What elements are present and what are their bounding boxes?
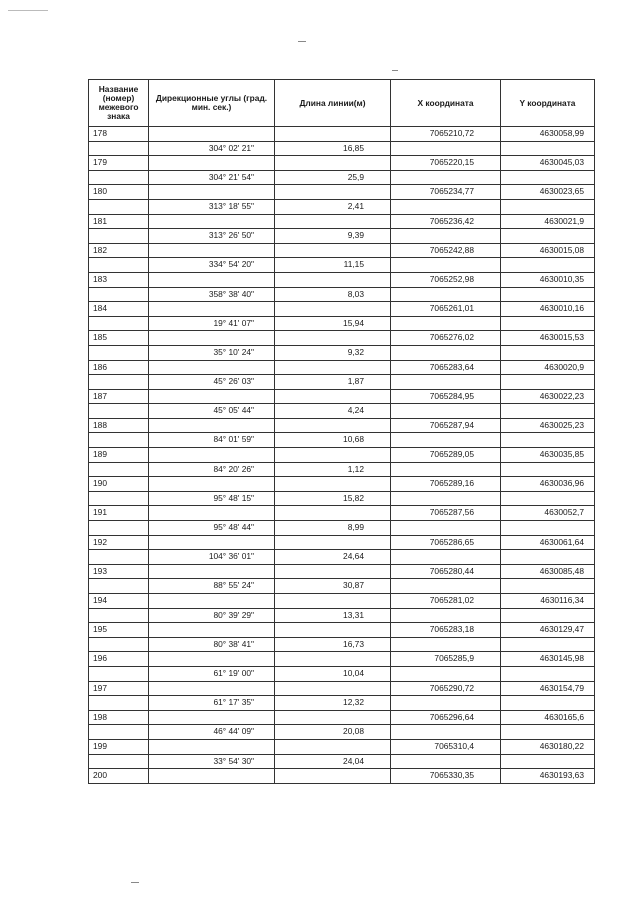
line-length-cell: 8,99 [275, 521, 391, 536]
line-length-cell: 25,9 [275, 170, 391, 185]
empty-cell [275, 769, 391, 784]
empty-cell [275, 185, 391, 200]
empty-cell [275, 535, 391, 550]
direction-angle-cell: 313° 26' 50" [149, 229, 275, 244]
empty-cell [89, 433, 149, 448]
table-row-segment [89, 491, 595, 506]
direction-angle-cell: 80° 38' 41" [149, 637, 275, 652]
direction-angle-cell: 84° 20' 26" [149, 462, 275, 477]
point-name-cell: 196 [89, 652, 149, 667]
y-coordinate-cell: 4630193,63 [501, 769, 595, 784]
point-name-cell: 190 [89, 477, 149, 492]
table-row-segment [89, 345, 595, 360]
x-coordinate-cell: 7065290,72 [391, 681, 501, 696]
empty-cell [275, 302, 391, 317]
y-coordinate-cell: 4630180,22 [501, 739, 595, 754]
x-coordinate-cell: 7065220,15 [391, 156, 501, 171]
table-row-point [89, 243, 595, 258]
empty-cell [391, 433, 501, 448]
point-name-cell: 182 [89, 243, 149, 258]
empty-cell [391, 170, 501, 185]
empty-cell [391, 199, 501, 214]
x-coordinate-cell: 7065280,44 [391, 564, 501, 579]
empty-cell [391, 550, 501, 565]
empty-cell [275, 243, 391, 258]
empty-cell [149, 739, 275, 754]
table-row-point [89, 535, 595, 550]
direction-angle-cell: 84° 01' 59" [149, 433, 275, 448]
y-coordinate-cell: 4630021,9 [501, 214, 595, 229]
scan-speck [392, 70, 398, 71]
x-coordinate-cell: 7065284,95 [391, 389, 501, 404]
direction-angle-cell: 80° 39' 29" [149, 608, 275, 623]
line-length-cell: 20,08 [275, 725, 391, 740]
point-name-cell: 194 [89, 594, 149, 609]
line-length-cell: 1,87 [275, 375, 391, 390]
line-length-cell: 13,31 [275, 608, 391, 623]
y-coordinate-cell: 4630010,16 [501, 302, 595, 317]
y-coordinate-cell: 4630010,35 [501, 272, 595, 287]
empty-cell [391, 287, 501, 302]
x-coordinate-cell: 7065330,35 [391, 769, 501, 784]
line-length-cell: 9,32 [275, 345, 391, 360]
empty-cell [275, 652, 391, 667]
table-header-row [89, 80, 595, 127]
point-name-cell: 181 [89, 214, 149, 229]
x-coordinate-cell: 7065289,05 [391, 448, 501, 463]
scan-speck [131, 882, 139, 883]
line-length-cell: 10,68 [275, 433, 391, 448]
empty-cell [89, 462, 149, 477]
empty-cell [391, 666, 501, 681]
x-coordinate-cell: 7065236,42 [391, 214, 501, 229]
empty-cell [501, 754, 595, 769]
direction-angle-cell: 334° 54' 20" [149, 258, 275, 273]
direction-angle-cell: 95° 48' 44" [149, 521, 275, 536]
point-name-cell: 198 [89, 710, 149, 725]
y-coordinate-cell: 4630129,47 [501, 623, 595, 638]
empty-cell [89, 725, 149, 740]
line-length-cell: 30,87 [275, 579, 391, 594]
table-row-point [89, 564, 595, 579]
y-coordinate-cell: 4630145,98 [501, 652, 595, 667]
direction-angle-cell: 33° 54' 30" [149, 754, 275, 769]
y-coordinate-cell: 4630035,85 [501, 448, 595, 463]
empty-cell [275, 681, 391, 696]
empty-cell [89, 287, 149, 302]
x-coordinate-cell: 7065283,64 [391, 360, 501, 375]
y-coordinate-cell: 4630052,7 [501, 506, 595, 521]
point-name-cell: 179 [89, 156, 149, 171]
x-coordinate-cell: 7065287,56 [391, 506, 501, 521]
direction-angle-cell: 304° 21' 54" [149, 170, 275, 185]
table-row-point [89, 710, 595, 725]
line-length-cell: 2,41 [275, 199, 391, 214]
empty-cell [149, 506, 275, 521]
x-coordinate-cell: 7065283,18 [391, 623, 501, 638]
point-name-cell: 197 [89, 681, 149, 696]
empty-cell [149, 594, 275, 609]
table-body [89, 127, 595, 784]
y-coordinate-cell: 4630154,79 [501, 681, 595, 696]
table-row-point [89, 681, 595, 696]
x-coordinate-cell: 7065296,64 [391, 710, 501, 725]
table-row-segment [89, 170, 595, 185]
point-name-cell: 186 [89, 360, 149, 375]
table-row-point [89, 652, 595, 667]
x-coordinate-cell: 7065310,4 [391, 739, 501, 754]
x-coordinate-cell: 7065210,72 [391, 127, 501, 142]
empty-cell [89, 696, 149, 711]
x-coordinate-cell: 7065261,01 [391, 302, 501, 317]
table-row-point [89, 623, 595, 638]
direction-angle-cell: 61° 17' 35" [149, 696, 275, 711]
empty-cell [275, 448, 391, 463]
empty-cell [275, 156, 391, 171]
x-coordinate-cell: 7065252,98 [391, 272, 501, 287]
header-y-coordinate: Y координата [501, 80, 595, 127]
y-coordinate-cell: 4630058,99 [501, 127, 595, 142]
point-name-cell: 192 [89, 535, 149, 550]
empty-cell [275, 506, 391, 521]
line-length-cell: 9,39 [275, 229, 391, 244]
empty-cell [89, 521, 149, 536]
empty-cell [391, 696, 501, 711]
y-coordinate-cell: 4630015,53 [501, 331, 595, 346]
line-length-cell: 15,82 [275, 491, 391, 506]
empty-cell [275, 594, 391, 609]
table-row-segment [89, 316, 595, 331]
empty-cell [275, 214, 391, 229]
x-coordinate-cell: 7065276,02 [391, 331, 501, 346]
empty-cell [275, 331, 391, 346]
direction-angle-cell: 304° 02' 21" [149, 141, 275, 156]
table-row-point [89, 769, 595, 784]
x-coordinate-cell: 7065287,94 [391, 418, 501, 433]
scan-speck [8, 10, 48, 11]
empty-cell [149, 623, 275, 638]
empty-cell [149, 214, 275, 229]
empty-cell [501, 258, 595, 273]
point-name-cell: 191 [89, 506, 149, 521]
empty-cell [501, 316, 595, 331]
table-row-segment [89, 608, 595, 623]
line-length-cell: 16,73 [275, 637, 391, 652]
empty-cell [501, 550, 595, 565]
empty-cell [501, 433, 595, 448]
table-row-point [89, 214, 595, 229]
empty-cell [89, 404, 149, 419]
empty-cell [275, 623, 391, 638]
y-coordinate-cell: 4630015,08 [501, 243, 595, 258]
table-row-point [89, 448, 595, 463]
empty-cell [89, 637, 149, 652]
table-row-segment [89, 696, 595, 711]
empty-cell [391, 491, 501, 506]
direction-angle-cell: 19° 41' 07" [149, 316, 275, 331]
empty-cell [501, 141, 595, 156]
x-coordinate-cell: 7065234,77 [391, 185, 501, 200]
empty-cell [149, 389, 275, 404]
point-name-cell: 188 [89, 418, 149, 433]
line-length-cell: 24,04 [275, 754, 391, 769]
table-row-point [89, 594, 595, 609]
point-name-cell: 180 [89, 185, 149, 200]
header-direction-angle: Дирекционные углы (град. мин. сек.) [149, 80, 275, 127]
empty-cell [391, 141, 501, 156]
empty-cell [89, 345, 149, 360]
empty-cell [275, 272, 391, 287]
point-name-cell: 200 [89, 769, 149, 784]
empty-cell [89, 608, 149, 623]
point-name-cell: 195 [89, 623, 149, 638]
empty-cell [391, 579, 501, 594]
empty-cell [275, 477, 391, 492]
table-row-segment [89, 229, 595, 244]
table-row-point [89, 302, 595, 317]
line-length-cell: 4,24 [275, 404, 391, 419]
empty-cell [149, 769, 275, 784]
point-name-cell: 199 [89, 739, 149, 754]
empty-cell [501, 170, 595, 185]
empty-cell [89, 375, 149, 390]
empty-cell [149, 652, 275, 667]
x-coordinate-cell: 7065289,16 [391, 477, 501, 492]
table-row-point [89, 477, 595, 492]
empty-cell [501, 491, 595, 506]
empty-cell [89, 579, 149, 594]
empty-cell [89, 550, 149, 565]
header-line-length: Длина линии(м) [275, 80, 391, 127]
direction-angle-cell: 45° 26' 03" [149, 375, 275, 390]
point-name-cell: 193 [89, 564, 149, 579]
empty-cell [275, 360, 391, 375]
empty-cell [391, 462, 501, 477]
empty-cell [89, 491, 149, 506]
empty-cell [391, 375, 501, 390]
empty-cell [149, 302, 275, 317]
empty-cell [391, 725, 501, 740]
direction-angle-cell: 104° 36' 01" [149, 550, 275, 565]
table-row-point [89, 360, 595, 375]
empty-cell [149, 564, 275, 579]
empty-cell [391, 229, 501, 244]
empty-cell [149, 243, 275, 258]
table-row-segment [89, 462, 595, 477]
table-row-segment [89, 550, 595, 565]
x-coordinate-cell: 7065242,88 [391, 243, 501, 258]
empty-cell [501, 608, 595, 623]
empty-cell [275, 710, 391, 725]
empty-cell [501, 521, 595, 536]
table-row-segment [89, 287, 595, 302]
empty-cell [501, 404, 595, 419]
line-length-cell: 10,04 [275, 666, 391, 681]
header-x-coordinate: X координата [391, 80, 501, 127]
point-name-cell: 185 [89, 331, 149, 346]
table-row-point [89, 185, 595, 200]
empty-cell [391, 258, 501, 273]
empty-cell [149, 710, 275, 725]
y-coordinate-cell: 4630116,34 [501, 594, 595, 609]
point-name-cell: 189 [89, 448, 149, 463]
empty-cell [89, 666, 149, 681]
direction-angle-cell: 95° 48' 15" [149, 491, 275, 506]
empty-cell [391, 637, 501, 652]
empty-cell [149, 448, 275, 463]
y-coordinate-cell: 4630085,48 [501, 564, 595, 579]
y-coordinate-cell: 4630020,9 [501, 360, 595, 375]
direction-angle-cell: 35° 10' 24" [149, 345, 275, 360]
empty-cell [275, 739, 391, 754]
direction-angle-cell: 358° 38' 40" [149, 287, 275, 302]
empty-cell [89, 141, 149, 156]
line-length-cell: 24,64 [275, 550, 391, 565]
point-name-cell: 178 [89, 127, 149, 142]
empty-cell [149, 331, 275, 346]
empty-cell [89, 316, 149, 331]
table-row-point [89, 331, 595, 346]
empty-cell [501, 199, 595, 214]
y-coordinate-cell: 4630036,96 [501, 477, 595, 492]
table-row-segment [89, 375, 595, 390]
y-coordinate-cell: 4630165,6 [501, 710, 595, 725]
empty-cell [501, 666, 595, 681]
table-row-segment [89, 725, 595, 740]
empty-cell [501, 462, 595, 477]
line-length-cell: 12,32 [275, 696, 391, 711]
table-row-point [89, 156, 595, 171]
table-row-segment [89, 404, 595, 419]
empty-cell [501, 345, 595, 360]
empty-cell [89, 170, 149, 185]
direction-angle-cell: 46° 44' 09" [149, 725, 275, 740]
y-coordinate-cell: 4630045,03 [501, 156, 595, 171]
empty-cell [149, 360, 275, 375]
empty-cell [501, 287, 595, 302]
empty-cell [501, 579, 595, 594]
y-coordinate-cell: 4630023,65 [501, 185, 595, 200]
table-row-point [89, 389, 595, 404]
empty-cell [275, 127, 391, 142]
empty-cell [391, 608, 501, 623]
empty-cell [275, 418, 391, 433]
empty-cell [275, 389, 391, 404]
empty-cell [391, 345, 501, 360]
empty-cell [501, 375, 595, 390]
empty-cell [149, 185, 275, 200]
y-coordinate-cell: 4630061,64 [501, 535, 595, 550]
empty-cell [501, 229, 595, 244]
x-coordinate-cell: 7065281,02 [391, 594, 501, 609]
empty-cell [89, 199, 149, 214]
table-row-segment [89, 666, 595, 681]
point-name-cell: 183 [89, 272, 149, 287]
empty-cell [89, 258, 149, 273]
empty-cell [391, 316, 501, 331]
empty-cell [391, 754, 501, 769]
table-row-segment [89, 258, 595, 273]
empty-cell [149, 681, 275, 696]
empty-cell [89, 229, 149, 244]
line-length-cell: 11,15 [275, 258, 391, 273]
y-coordinate-cell: 4630025,23 [501, 418, 595, 433]
point-name-cell: 187 [89, 389, 149, 404]
empty-cell [391, 521, 501, 536]
direction-angle-cell: 45° 05' 44" [149, 404, 275, 419]
boundary-coordinates-table [88, 79, 595, 784]
x-coordinate-cell: 7065285,9 [391, 652, 501, 667]
table-row-point [89, 506, 595, 521]
point-name-cell: 184 [89, 302, 149, 317]
empty-cell [149, 127, 275, 142]
y-coordinate-cell: 4630022,23 [501, 389, 595, 404]
empty-cell [149, 477, 275, 492]
table-row-segment [89, 199, 595, 214]
empty-cell [275, 564, 391, 579]
table-row-point [89, 272, 595, 287]
empty-cell [501, 696, 595, 711]
empty-cell [149, 272, 275, 287]
direction-angle-cell: 61° 19' 00" [149, 666, 275, 681]
empty-cell [149, 156, 275, 171]
scan-speck [298, 41, 306, 42]
direction-angle-cell: 88° 55' 24" [149, 579, 275, 594]
line-length-cell: 8,03 [275, 287, 391, 302]
empty-cell [89, 754, 149, 769]
line-length-cell: 16,85 [275, 141, 391, 156]
line-length-cell: 1,12 [275, 462, 391, 477]
table-row-segment [89, 754, 595, 769]
x-coordinate-cell: 7065286,65 [391, 535, 501, 550]
empty-cell [149, 418, 275, 433]
empty-cell [391, 404, 501, 419]
table-row-segment [89, 141, 595, 156]
empty-cell [149, 535, 275, 550]
table-row-point [89, 739, 595, 754]
empty-cell [501, 637, 595, 652]
table-row-segment [89, 579, 595, 594]
table-row-segment [89, 433, 595, 448]
table-row-segment [89, 521, 595, 536]
header-point-name: Название (номер) межевого знака [89, 80, 149, 127]
empty-cell [501, 725, 595, 740]
direction-angle-cell: 313° 18' 55" [149, 199, 275, 214]
table-row-point [89, 418, 595, 433]
table-row-point [89, 127, 595, 142]
table-row-segment [89, 637, 595, 652]
line-length-cell: 15,94 [275, 316, 391, 331]
